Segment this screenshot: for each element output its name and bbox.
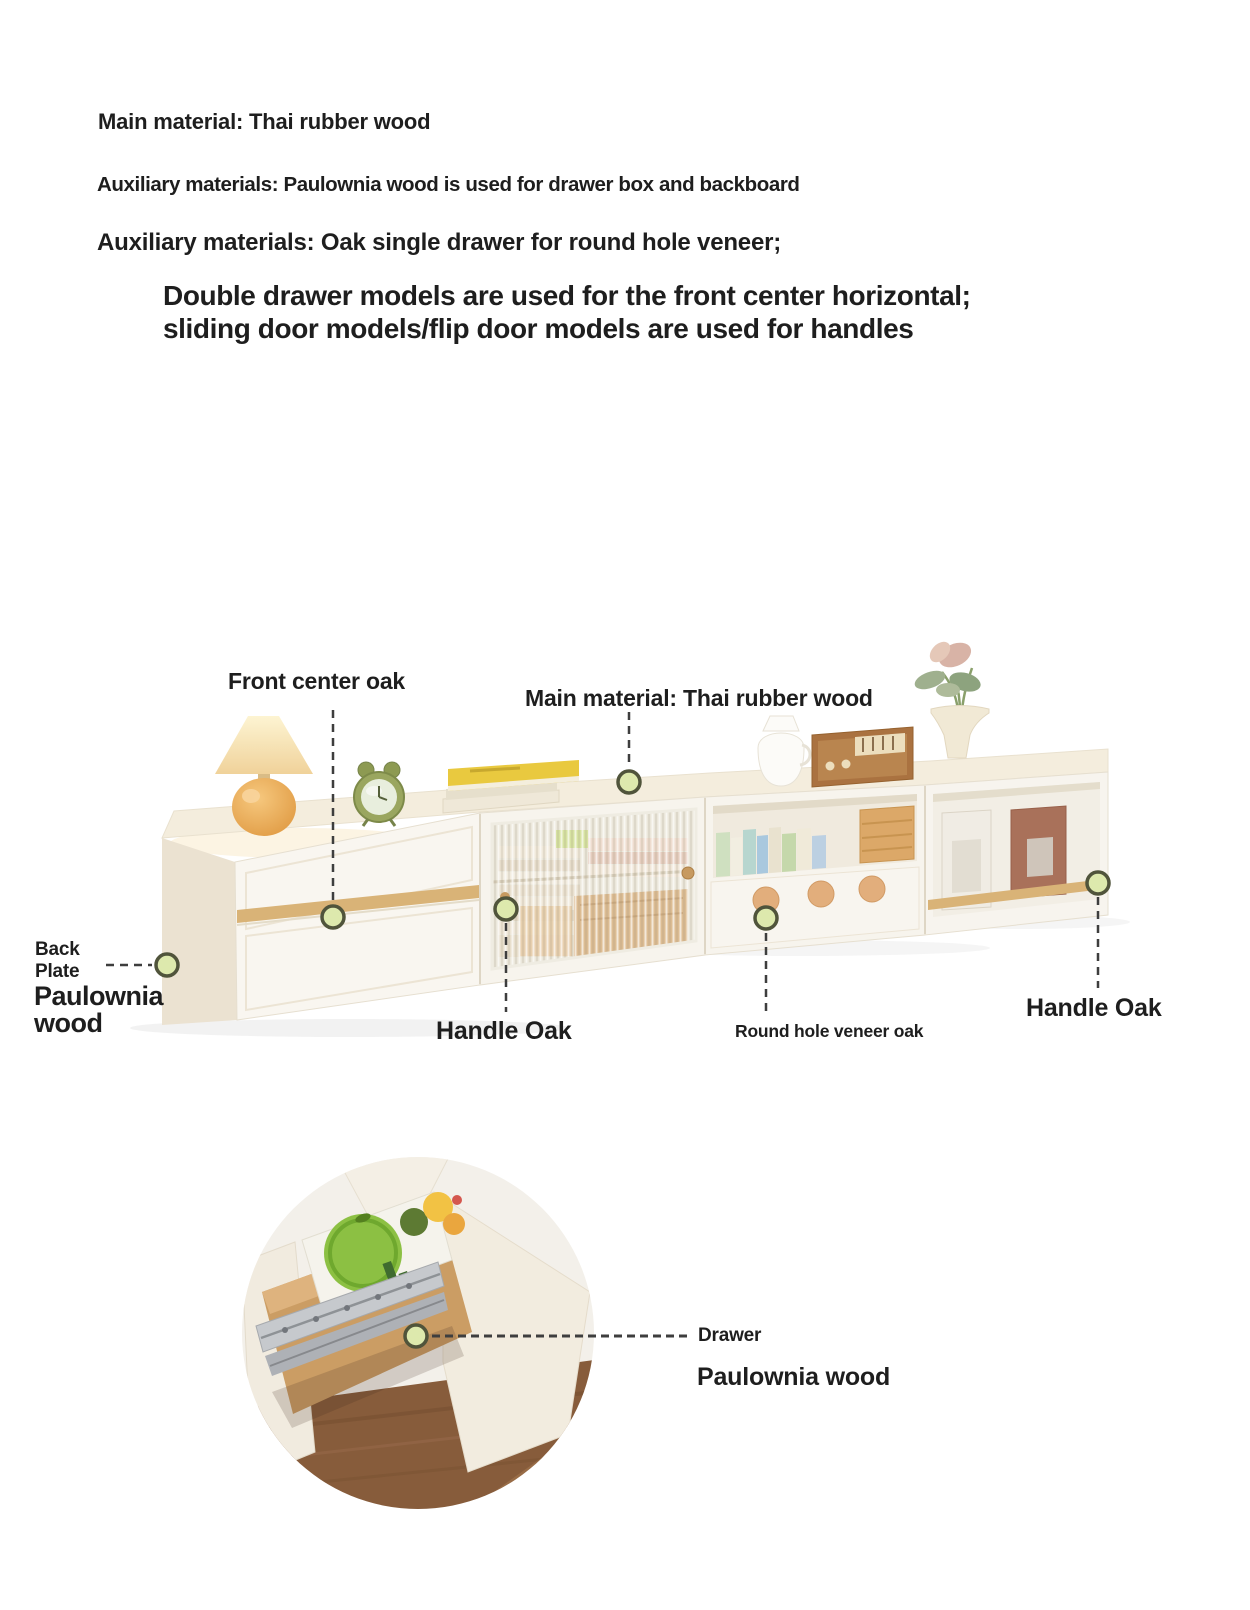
potted-plant [912,638,989,758]
oak-hole [808,881,834,907]
cabinet-open-cubby [925,772,1108,935]
callout-dot-icon [755,907,777,929]
vintage-radio [812,727,913,787]
label-handle-oak-right: Handle Oak [1026,994,1162,1022]
label-main-material: Main material: Thai rubber wood [525,685,873,711]
callout-dot-icon [495,898,517,920]
book-cover-art [1027,837,1053,877]
spec-sliding-door: sliding door models/flip door models are used for handles [163,313,914,344]
lamp-highlight [242,789,260,803]
spec-main-material: Main material: Thai rubber wood [98,109,431,134]
callout-dot-icon [618,771,640,793]
label-drawer-material: Paulownia wood [697,1363,891,1391]
oak-hole [859,876,885,902]
callout-dot-icon [156,954,178,976]
label-back-plate: Back Plate [35,939,80,982]
spec-auxiliary-paulownia: Auxiliary materials: Paulownia wood is used for drawer box and backboard [97,173,800,196]
label-round-hole-veneer: Round hole veneer oak [735,1021,924,1041]
callout-dot-icon [405,1325,427,1347]
plant-pot [931,706,989,759]
label-drawer: Drawer [698,1325,762,1346]
lamp-base [232,778,296,836]
cabinet-glass-door [480,797,705,985]
cabinet-round-hole-drawer [705,785,925,955]
door-knob-right [682,867,694,879]
shelf-basket [860,806,914,863]
callout-dot-icon [1087,872,1109,894]
spec-auxiliary-oak: Auxiliary materials: Oak single drawer for round hole veneer; [97,229,782,256]
spec-double-drawer: Double drawer models are used for the front center horizontal; [163,280,971,311]
lamp-shade [215,716,313,774]
label-front-center-oak: Front center oak [228,668,406,694]
book-cover-art [952,839,981,893]
callout-dot-icon [322,906,344,928]
drawer-detail-photo [0,1140,1250,1540]
label-handle-oak-left: Handle Oak [436,1017,572,1045]
label-back-plate-material: Paulownia wood [34,981,164,1038]
